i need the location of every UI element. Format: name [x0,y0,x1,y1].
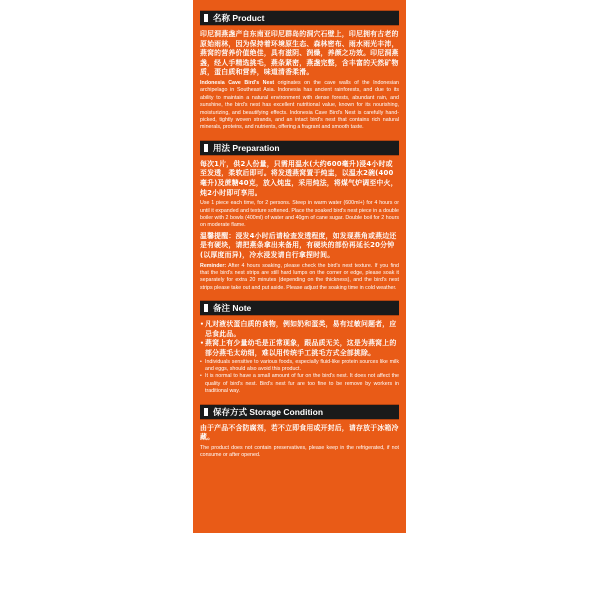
header-marker-icon [204,144,208,152]
product-label-zh: 印尼洞燕盏 [200,30,236,38]
product-text-en: originates on the cave walls of the Indonesian archipelago in Southeast Asia. Indonesia has ancient rainforests, and due to its ability to maintain a natural environment with dense forests, abundant rain, and sunshine, the bird's nest has excellent nutritional value, known for its nourishing, moisturizing, and beautifying effects. Indonesia Cave Bird's Nest is carefully hand-picked, tightly woven strands, and an intact bird's nest that contains rich natural minerals, proteins, and nutrients, offering a fragrant and smooth taste. [200,79,399,131]
reminder-label-zh: 温馨提醒： [200,231,236,240]
storage-text-en: The product does not contain preservatives, please keep in the refrigerated, if not consume or after opened. [200,444,399,459]
storage-title: 保存方式 Storage Condition [213,406,324,417]
reminder-zh [200,232,399,261]
reminder-text-zh: 浸发4小时后请检查发透程度，如发现燕角或燕边还是有硬块，请把燕条拿出来备用，有硬块的部份再延长20分钟(以厚度而异)，冷水浸发请自行拿捏时间。 [200,231,397,259]
bullet-dot-icon: • [200,321,205,329]
bullet-dot-icon: • [200,340,205,348]
note-bullet-text: Individuals sensitive to various foods, especially fluid-like protein sources like milk and eggs, should also avoid this product. [205,358,399,372]
product-section [200,10,399,132]
preparation-title: 用法 Preparation [213,142,280,153]
storage-text-zh: 由于产品不含防腐剂，若不立即食用或开封后，请存放于冰箱冷藏。 [200,423,399,442]
product-label-en: Indonesia Cave Bird's Nest [200,79,275,86]
preparation-header [200,140,399,156]
product-text-zh: 产自东南亚印尼群岛的洞穴石壁上，印尼拥有古老的原始雨林，因为保持着环境原生态、森林密布、雨水雨光丰沛，燕窝的营养价值绝佳，具有滋阴、润燥，养颜之功效。印尼洞燕盏，经人手精选挑毛，燕条紧密，燕盏完整，含丰富的天然矿物质，蛋白质和营养，味道清香柔滑。 [200,30,399,77]
note-header [200,300,399,316]
note-bullet-text: It is normal to have a small amount of fur on the bird's nest. It does not affect the quality of bird's nest. Bird's nest fur are too fine to be remove by workers in traditional way. [205,373,399,395]
bullet-dot-icon: • [200,373,202,380]
bullet-dot-icon: • [200,358,202,365]
note-bullet-text: 燕窝上有少量幼毛是正常现象，跟品质无关，这是为燕窝上的部分燕毛太幼细，难以用传统手工挑毛方式全部挑除。 [205,339,397,357]
note-bullet-text: 凡对液状蛋白质的食物，例如奶和蛋类，易有过敏问题者，应忌食此品。 [205,320,397,338]
note-bullet-zh-1 [200,320,399,339]
header-marker-icon [204,14,208,22]
note-bullet-en-2 [200,373,399,395]
header-marker-icon [204,304,208,312]
note-bullet-zh-2 [200,339,399,358]
header-marker-icon [204,408,208,416]
reminder-label-en: Reminder: [200,262,227,269]
note-title: 备注 Note [213,303,252,314]
preparation-section [200,140,399,292]
preparation-text-en: Use 1 piece each time, for 2 persons. Steep in warm water (600ml+) for 4 hours or until it expanded and texture softened. Place the soaked bird's nest piece in a double boiler with 2 bowls (400ml) of water and 40gm of cane sugar. Double boil for 2 hours on moderate flame. [200,200,399,229]
preparation-text-zh: 每次1片，供2人份量，只需用温水(大约600毫升)浸4小时或至发透，柔软后即可。将发透燕窝置于炖盅，以温水2碗(400毫升)及蔗糖40克，放入炖盅，采用炖法，将煤气炉调至中火，炖2小时即可享用。 [200,159,398,197]
product-description-en [200,80,399,132]
reminder-text-en: After 4 hours soaking, please check the bird's nest texture. If you find that the bird's nest strips are still hard lumps on the corner or edge, please soak it separately for extra 20 minutes (depending on the thickness), and the bird's nest strips please take out and put aside. Please adjust the soaking time in cold weather. [200,262,399,291]
product-header [200,10,399,26]
note-bullet-en-1 [200,359,399,374]
storage-section [200,404,399,460]
note-section [200,300,399,395]
product-description-zh [200,30,399,78]
reminder-en [200,263,399,293]
product-title: 名称 Product [213,13,265,23]
storage-header [200,404,399,420]
product-info-panel [193,0,406,533]
